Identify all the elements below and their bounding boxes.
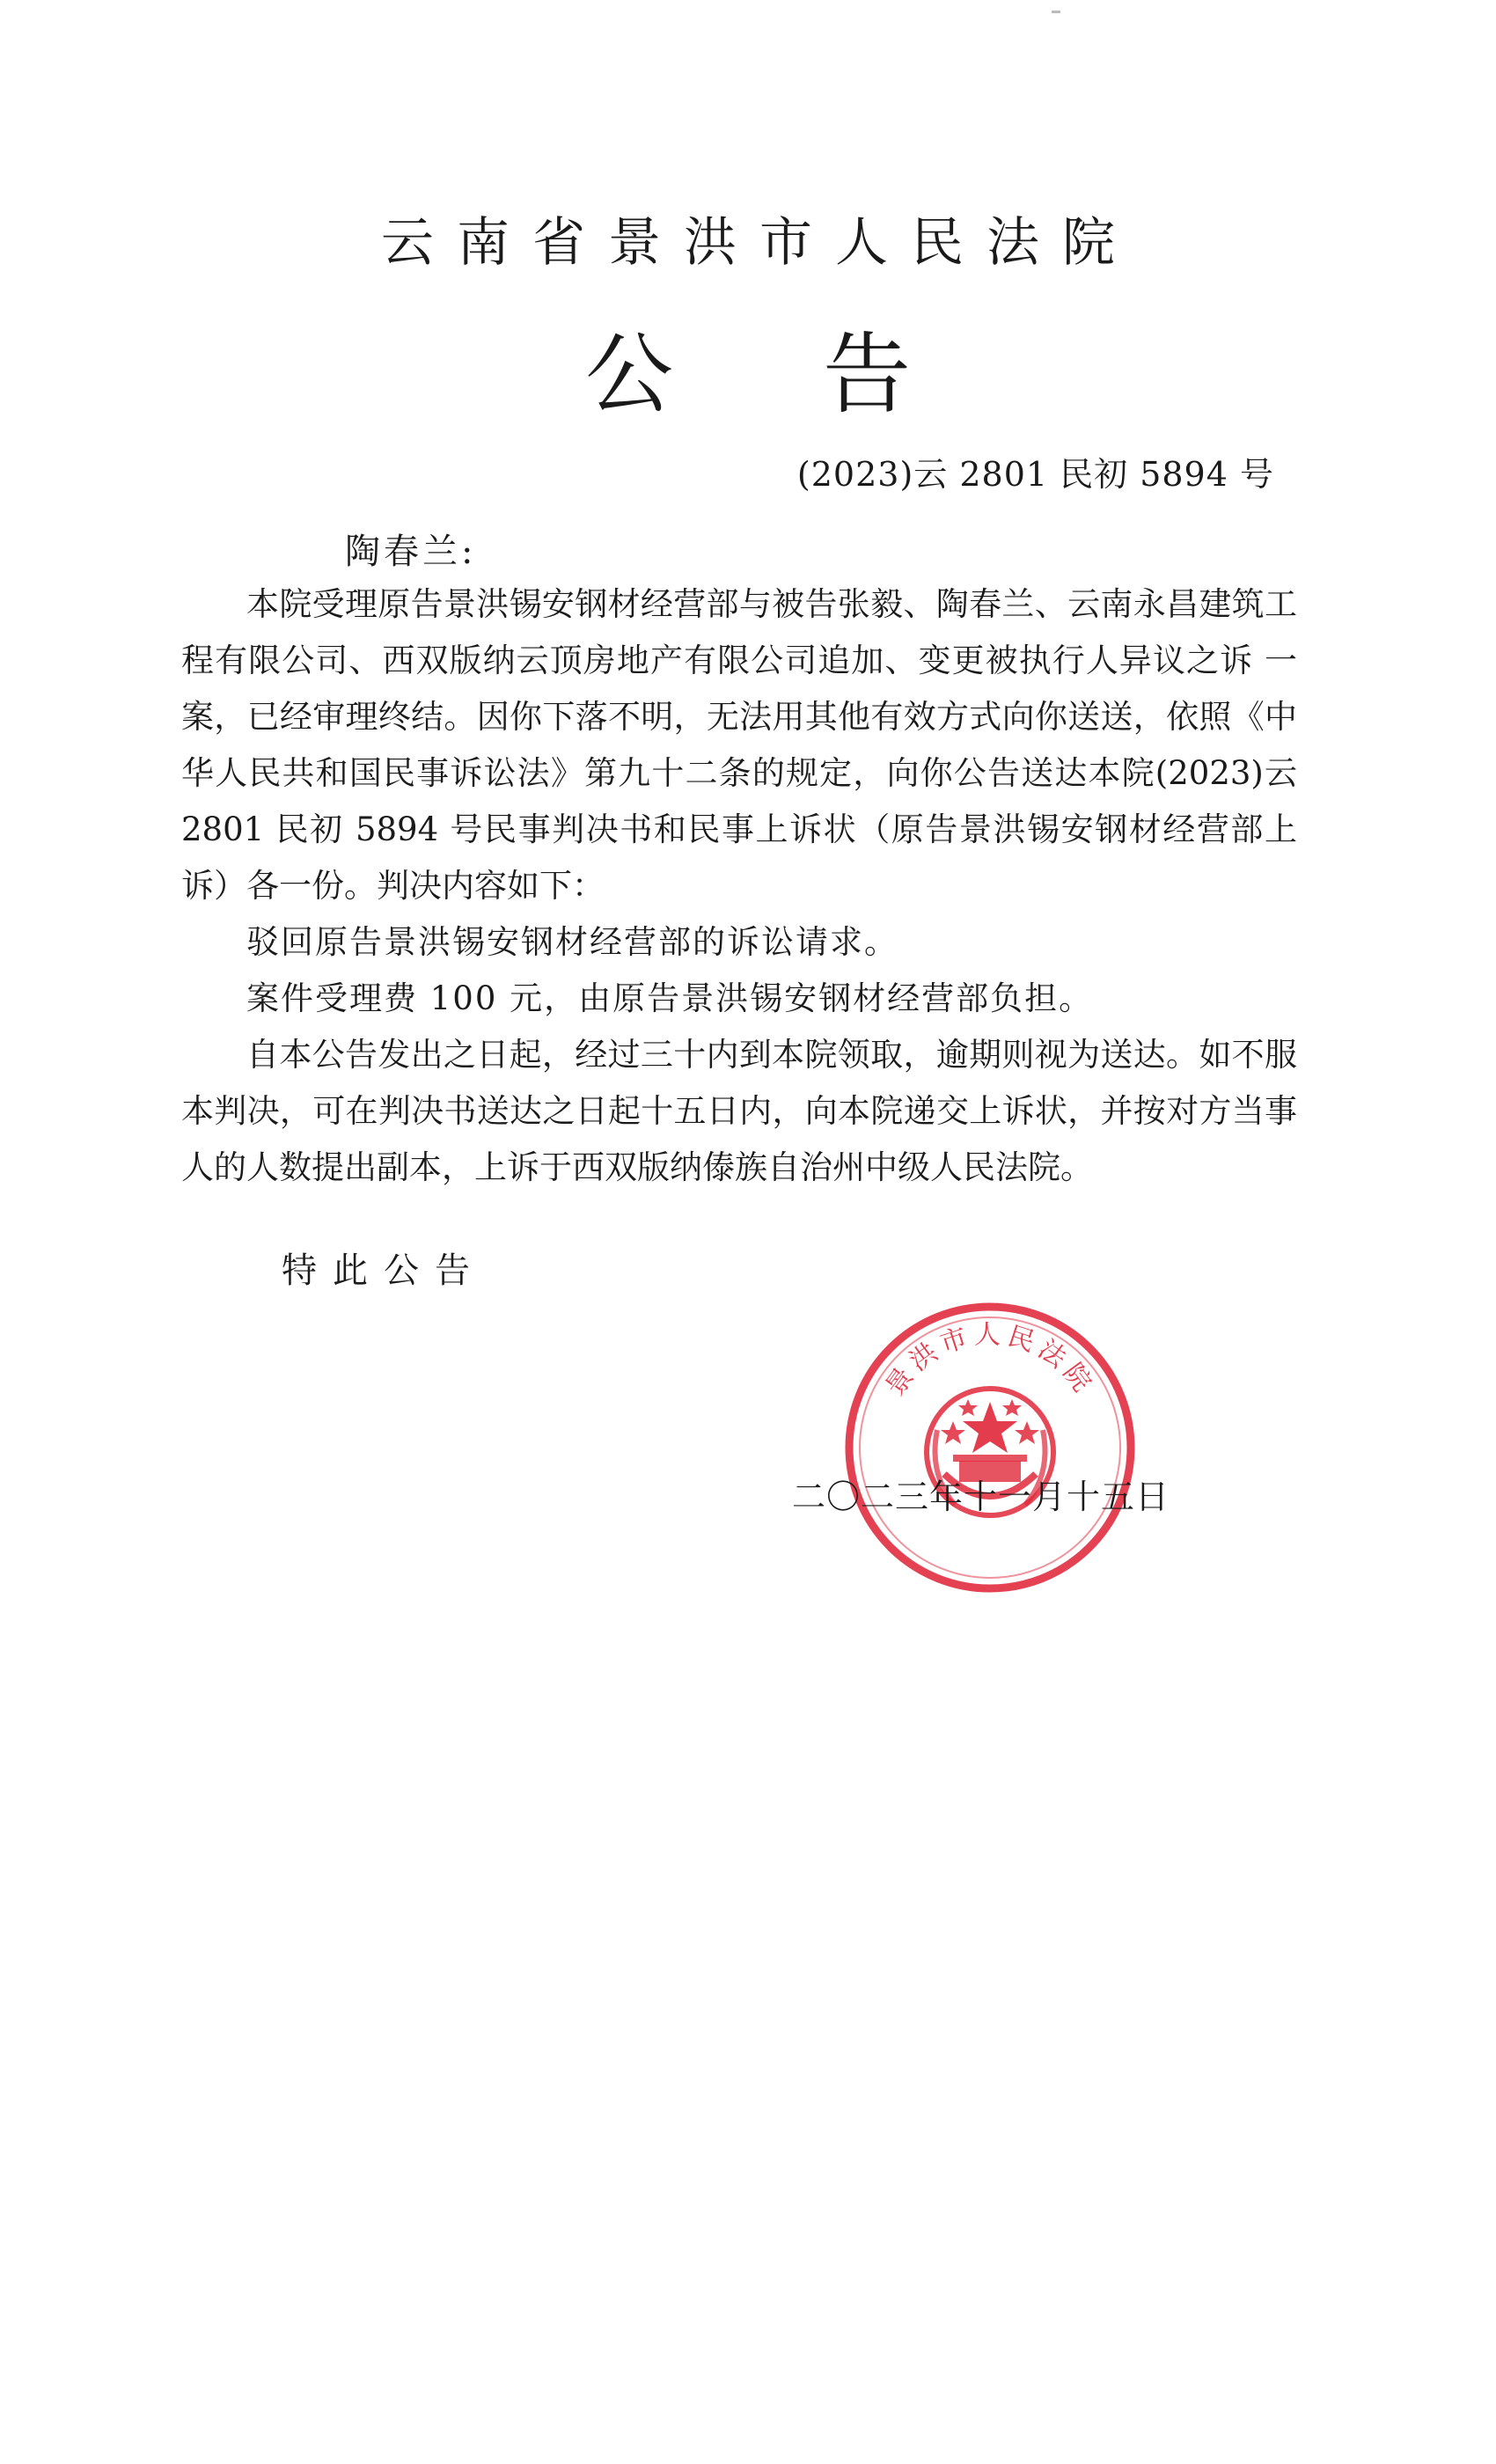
court-seal-icon: [840, 1298, 1140, 1597]
addressee: 陶春兰:: [345, 532, 477, 572]
paragraph-appeal-notice: 自本公告发出之日起，经过三十内到本院领取，逾期则视为送达。如不服本判决，可在判决书送达之日起十五日内，向本院递交上诉状，并按对方当事人的人数提出副本，上诉于西双版纳傣族自治州中级人民法院。: [181, 1036, 1297, 1186]
scan-mark: [1052, 11, 1060, 13]
paragraph-court-fee: 案件受理费 100 元，由原告景洪锡安钢材经营部负担。: [246, 979, 1094, 1017]
seal-text: 景洪市人民法院: [879, 1319, 1101, 1402]
paragraph-case-summary: 本院受理原告景洪锡安钢材经营部与被告张毅、陶春兰、云南永昌建筑工程有限公司、西双版纳云顶房地产有限公司追加、变更被执行人异议之诉 一案，已经审理终结。因你下落不明，无法用其他有效方式向你送送，依照《中华人民共和国民事诉讼法》第九十二条的规定，向你公告送达本院(2023)云 2801 民初 5894 号民事判决书和民事上诉状（原告景洪锡安钢材经营部上诉）各一份。判决内容如下：: [181, 585, 1297, 905]
case-number: (2023)云 2801 民初 5894 号: [796, 455, 1274, 494]
court-name: 云南省景洪市人民法院: [381, 212, 1138, 274]
document-title: 公告: [585, 323, 1060, 426]
paragraph-judgment: 驳回原告景洪锡安钢材经营部的诉讼请求。: [246, 923, 898, 961]
closing-statement: 特此公告: [282, 1250, 486, 1291]
notice-body: [181, 576, 1297, 1196]
issue-date: 二〇二三年十一月十五日: [792, 1478, 1170, 1516]
